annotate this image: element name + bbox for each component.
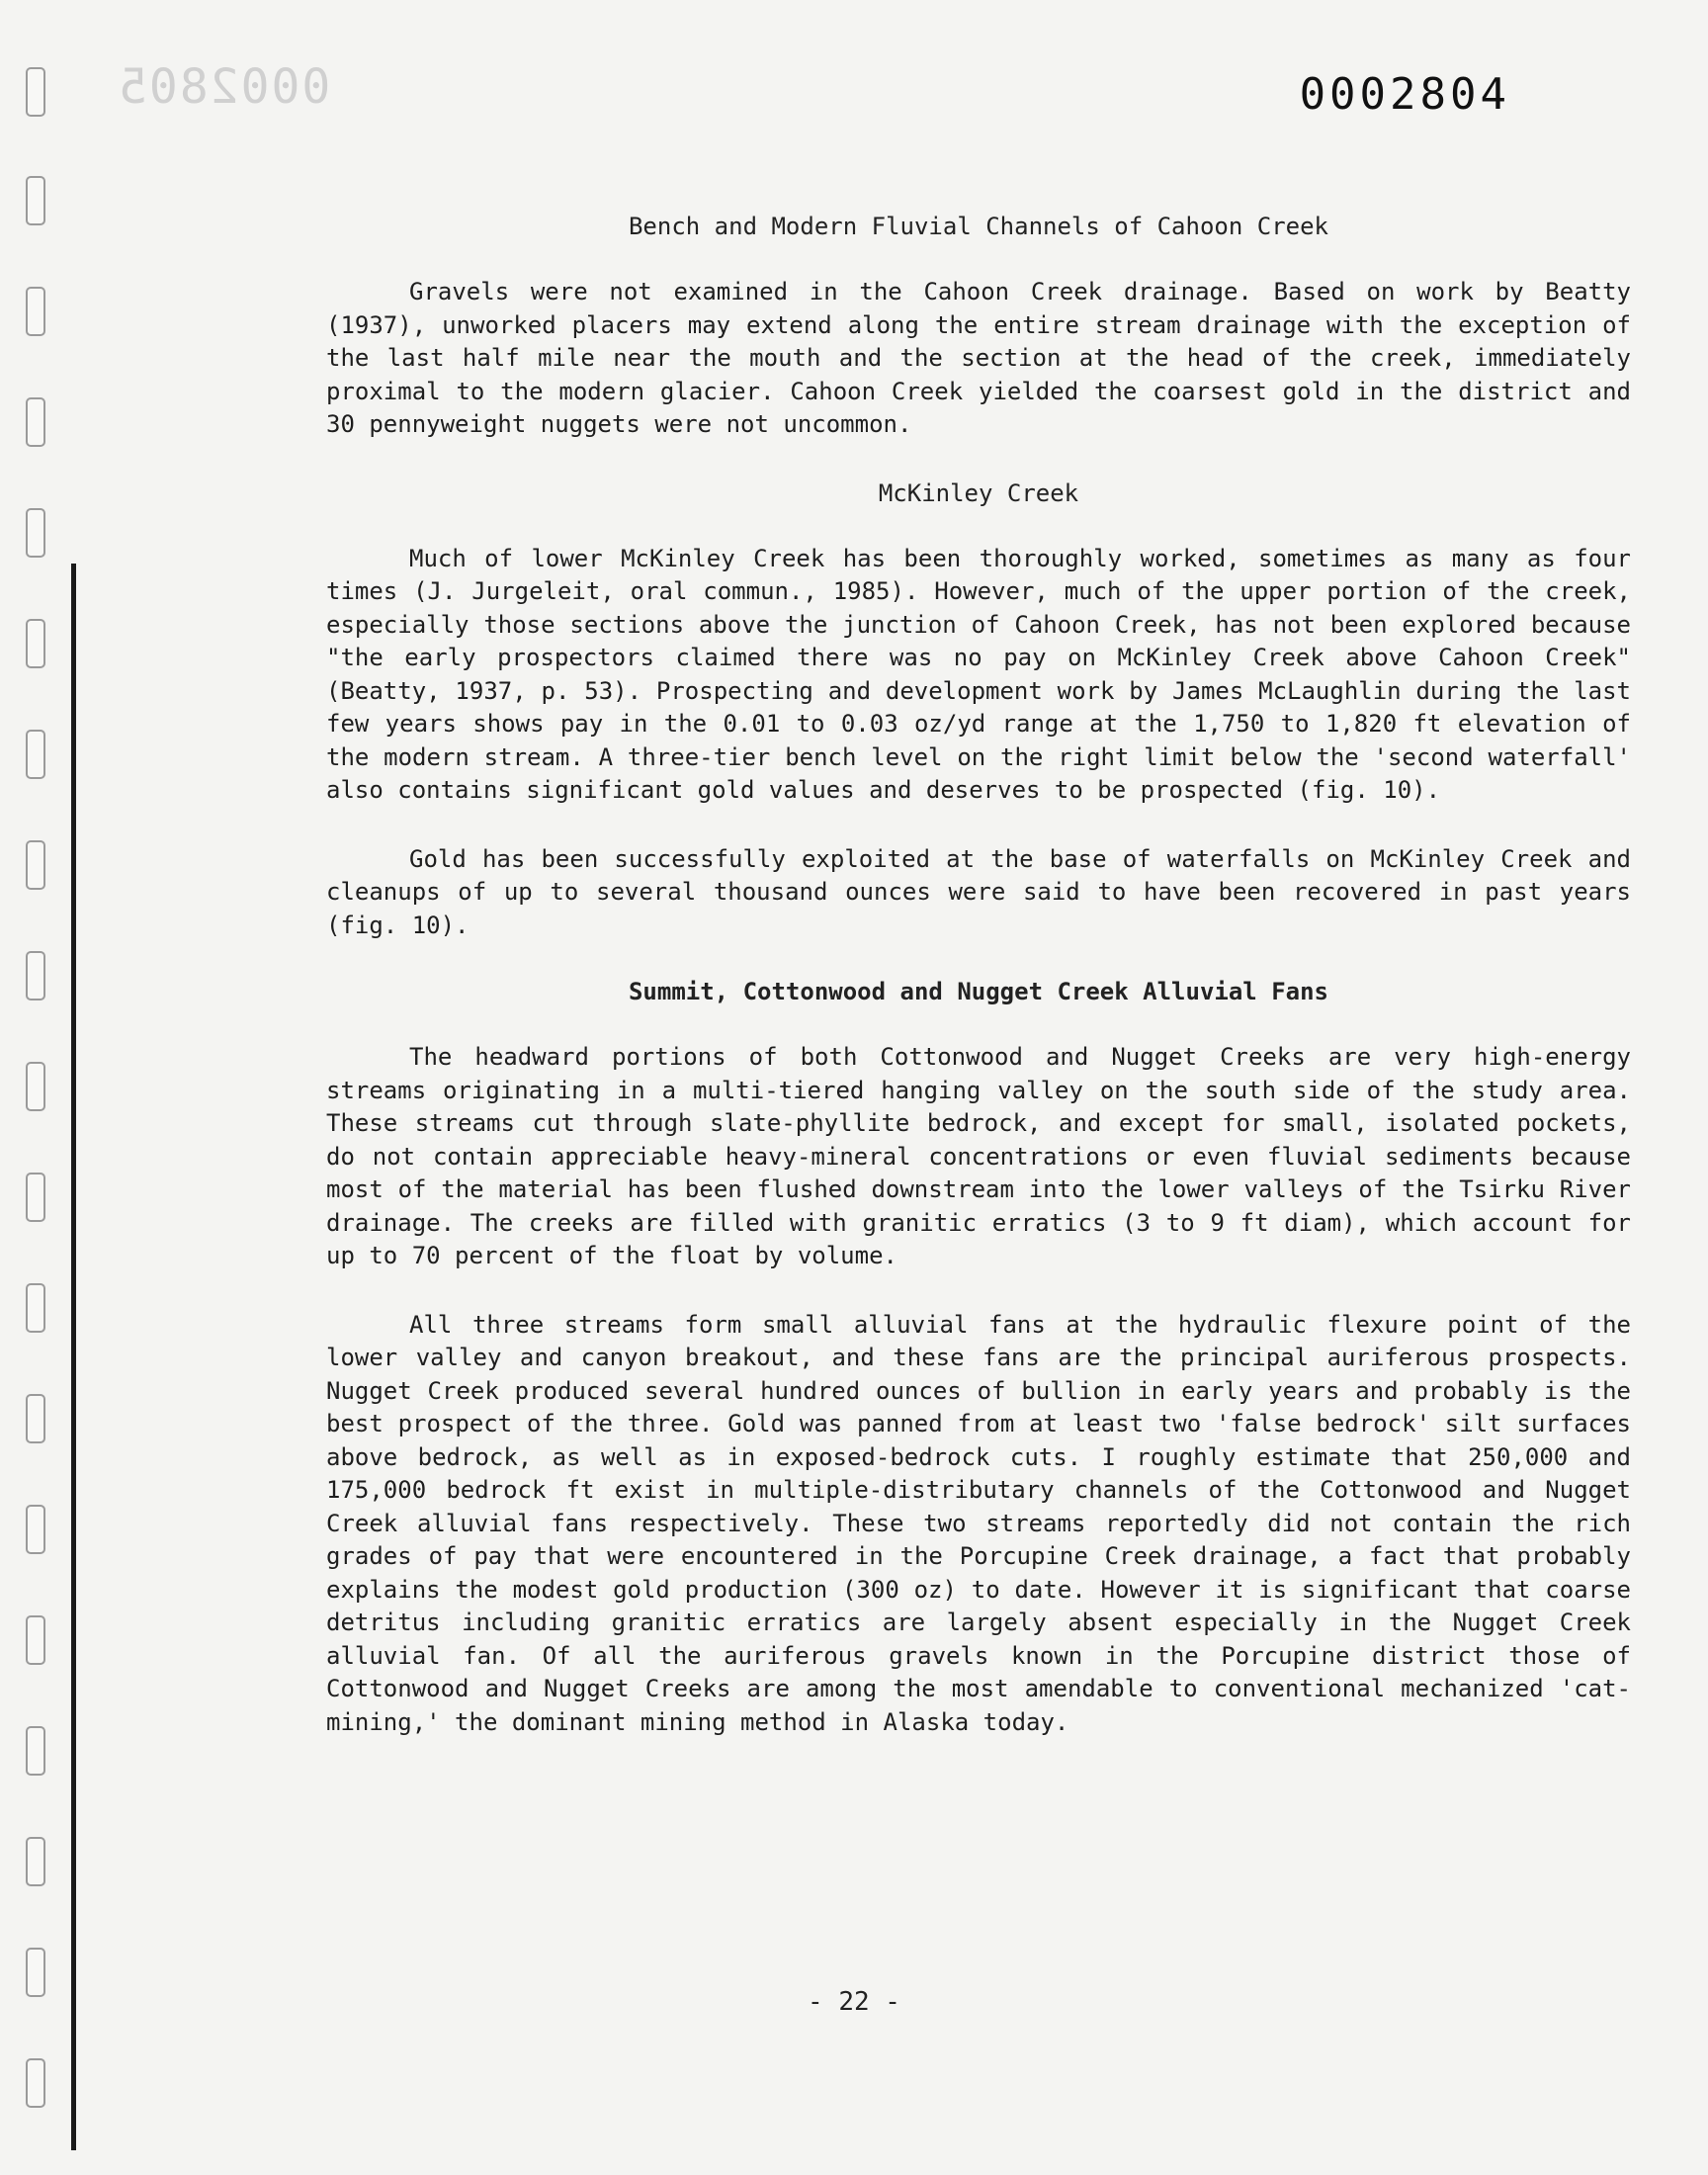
punch-hole-17 — [26, 1837, 45, 1886]
punch-hole-1 — [26, 67, 45, 117]
punch-hole-13 — [26, 1394, 45, 1443]
section-heading-cahoon: Bench and Modern Fluvial Channels of Cahoon Creek — [628, 213, 1328, 240]
document-number: 0002804 — [1299, 69, 1510, 120]
punch-hole-11 — [26, 1173, 45, 1222]
bleed-through-number: 0002805 — [117, 59, 331, 115]
section-heading-alluvial-fans: Summit, Cottonwood and Nugget Creek Alluvial Fans — [628, 978, 1328, 1005]
punch-hole-7 — [26, 730, 45, 779]
paragraph-alluvial-fans-1: The headward portions of both Cottonwood and Nugget Creeks are very high-energy streams originating in a multi-tiered hanging valley on the south side of the study area. These streams cut through slate-phyllite bedrock, and except for small, isolated pockets, do not contain appreciable heavy-mineral concentrations or even fluvial sediments because most of the material has been flushed downstream into the lower valleys of the Tsirku River drainage. The creeks are filled with granitic erratics (3 to 9 ft diam), which account for up to 70 percent of the float by volume. — [326, 1043, 1631, 1269]
punch-hole-14 — [26, 1505, 45, 1554]
punch-hole-10 — [26, 1062, 45, 1111]
punch-hole-2 — [26, 176, 45, 225]
page-number: - 22 - — [808, 1987, 900, 2017]
document-body — [326, 213, 1631, 1739]
punch-hole-4 — [26, 397, 45, 447]
punch-hole-19 — [26, 2058, 45, 2108]
punch-hole-3 — [26, 287, 45, 336]
margin-bar — [71, 564, 76, 2150]
punch-hole-15 — [26, 1615, 45, 1665]
punch-hole-6 — [26, 619, 45, 668]
punch-hole-8 — [26, 840, 45, 890]
paragraph-alluvial-fans-2: All three streams form small alluvial fans at the hydraulic flexure point of the lower valley and canyon breakout, and these fans are the principal auriferous prospects. Nugget Creek produced several hundred ounces of bullion in early years and probably is the best prospect of the three. Gold was panned from at least two 'false bedrock' silt surfaces above bedrock, as well as in exposed-bedrock cuts. I roughly estimate that 250,000 and 175,000 bedrock ft exist in multiple-distributary channels of the Cottonwood and Nugget Creek alluvial fans respectively. These two streams reportedly did not contain the rich grades of pay that were encountered in the Porcupine Creek drainage, a fact that probably explains the modest gold production (300 oz) to date. However it is significant that coarse detritus including granitic erratics are largely absent especially in the Nugget Creek alluvial fan. Of all the auriferous gravels known in the Porcupine district those of Cottonwood and Nugget Creeks are among the most amendable to conventional mechanized 'cat-mining,' the dominant mining method in Alaska today. — [326, 1310, 1631, 1736]
punch-hole-16 — [26, 1726, 45, 1776]
punch-hole-5 — [26, 508, 45, 558]
punch-hole-12 — [26, 1283, 45, 1333]
paragraph-mckinley-2: Gold has been successfully exploited at the base of waterfalls on McKinley Creek and cleanups of up to several thousand ounces were said to have been recovered in past years (fig. 10). — [326, 844, 1631, 939]
paragraph-cahoon: Gravels were not examined in the Cahoon Creek drainage. Based on work by Beatty (1937), unworked placers may extend along the entire stream drainage with the exception of the last half mile near the mouth and the section at the head of the creek, immediately proximal to the modern glacier. Cahoon Creek yielded the coarsest gold in the district and 30 pennyweight nuggets were not uncommon. — [326, 278, 1631, 438]
paragraph-mckinley-1: Much of lower McKinley Creek has been thoroughly worked, sometimes as many as four times (J. Jurgeleit, oral commun., 1985). However, much of the upper portion of the creek, especially those sections above the junction of Cahoon Creek, has not been explored because "the early prospectors claimed there was no pay on McKinley Creek above Cahoon Creek" (Beatty, 1937, p. 53). Prospecting and development work by James McLaughlin during the last few years shows pay in the 0.01 to 0.03 oz/yd range at the 1,750 to 1,820 ft elevation of the modern stream. A three-tier bench level on the right limit below the 'second waterfall' also contains significant gold values and deserves to be prospected (fig. 10). — [326, 544, 1631, 804]
punch-hole-9 — [26, 951, 45, 1000]
section-heading-mckinley: McKinley Creek — [878, 478, 1079, 507]
